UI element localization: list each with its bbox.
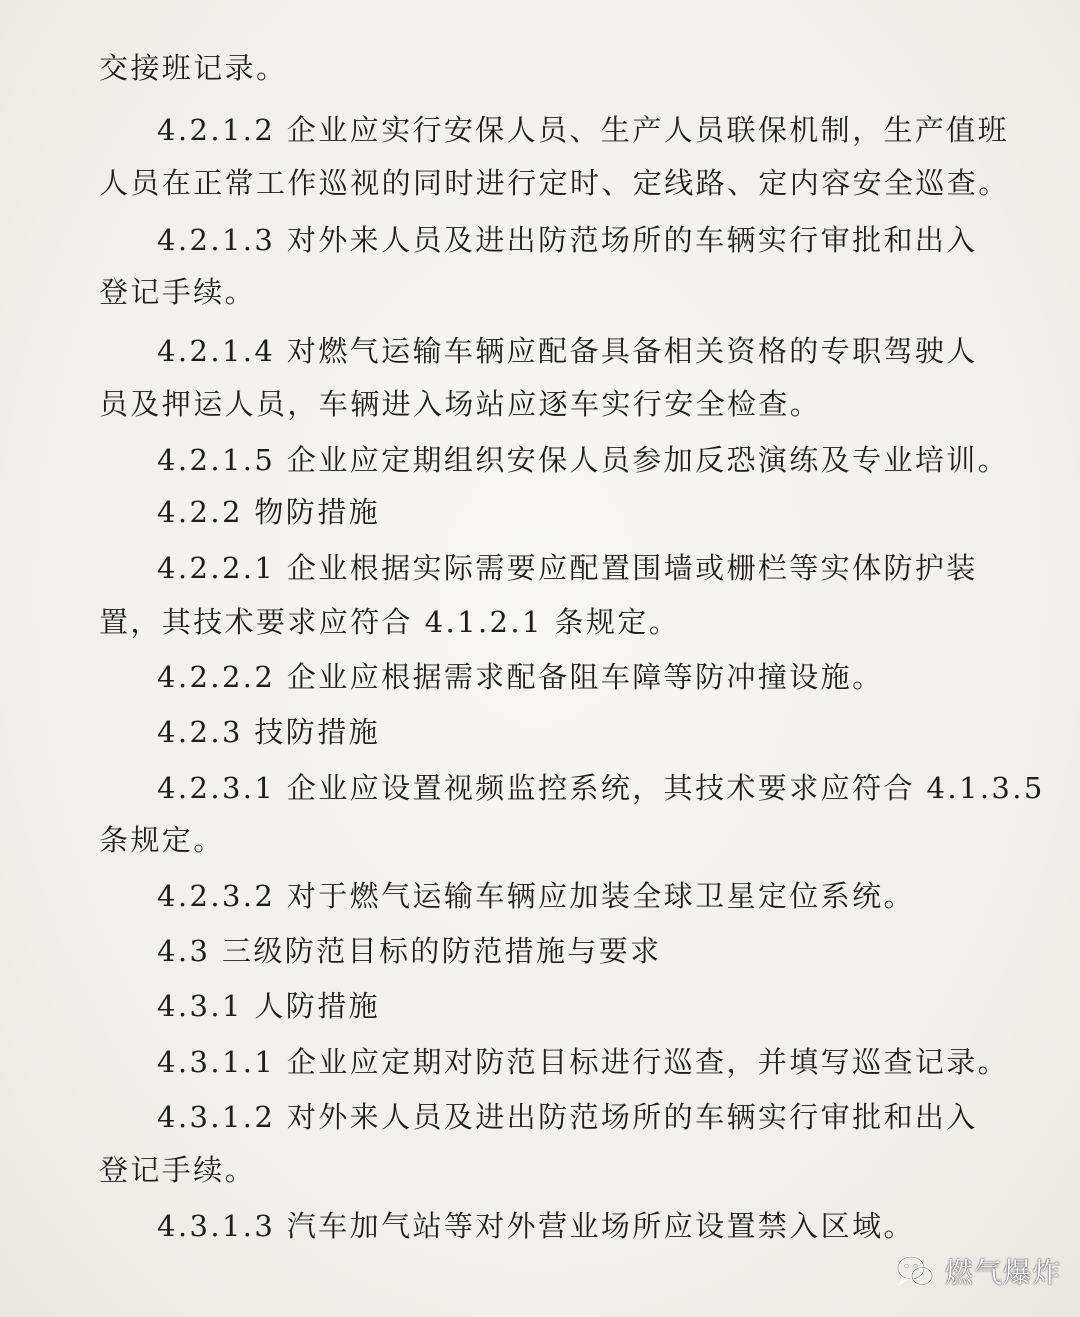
text-line-1: 交接班记录。 bbox=[99, 51, 288, 85]
text-line-8: 4.2.1.5 企业应定期组织安保人员参加反恐演练及专业培训。 bbox=[157, 443, 1010, 477]
text-line-14: 4.2.3.1 企业应设置视频监控系统，其技术要求应符合 4.1.3.5 bbox=[157, 771, 1045, 805]
wechat-icon bbox=[895, 1251, 935, 1291]
text-line-10: 4.2.2.1 企业根据实际需要应配置围墙或栅栏等实体防护装 bbox=[157, 551, 978, 585]
text-line-4: 4.2.1.3 对外来人员及进出防范场所的车辆实行审批和出入 bbox=[157, 223, 978, 257]
text-line-11: 置，其技术要求应符合 4.1.2.1 条规定。 bbox=[99, 605, 681, 639]
text-line-3: 人员在正常工作巡视的同时进行定时、定线路、定内容安全巡查。 bbox=[99, 166, 1010, 200]
text-line-5: 登记手续。 bbox=[99, 275, 257, 309]
text-line-7: 员及押运人员，车辆进入场站应逐车实行安全检查。 bbox=[99, 387, 822, 421]
text-line-15: 条规定。 bbox=[99, 823, 225, 857]
text-line-22: 4.3.1.3 汽车加气站等对外营业场所应设置禁入区域。 bbox=[157, 1209, 915, 1243]
watermark bbox=[895, 1246, 1061, 1296]
text-line-21: 登记手续。 bbox=[99, 1153, 257, 1187]
heading-4-2-3: 4.2.3 技防措施 bbox=[157, 715, 381, 749]
heading-4-2-2: 4.2.2 物防措施 bbox=[157, 495, 381, 529]
text-line-6: 4.2.1.4 对燃气运输车辆应配备具备相关资格的专职驾驶人 bbox=[157, 334, 978, 368]
text-line-16: 4.2.3.2 对于燃气运输车辆应加装全球卫星定位系统。 bbox=[157, 879, 915, 913]
text-line-20: 4.3.1.2 对外来人员及进出防范场所的车辆实行审批和出入 bbox=[157, 1100, 978, 1134]
text-line-19: 4.3.1.1 企业应定期对防范目标进行巡查，并填写巡查记录。 bbox=[157, 1045, 1010, 1079]
heading-4-3-1: 4.3.1 人防措施 bbox=[157, 989, 381, 1023]
heading-4-3: 4.3 三级防范目标的防范措施与要求 bbox=[157, 934, 662, 968]
watermark-text: 燃气爆炸 bbox=[945, 1256, 1062, 1289]
text-line-12: 4.2.2.2 企业应根据需求配备阻车障等防冲撞设施。 bbox=[157, 660, 884, 694]
text-line-2: 4.2.1.2 企业应实行安保人员、生产人员联保机制，生产值班 bbox=[157, 113, 1010, 147]
